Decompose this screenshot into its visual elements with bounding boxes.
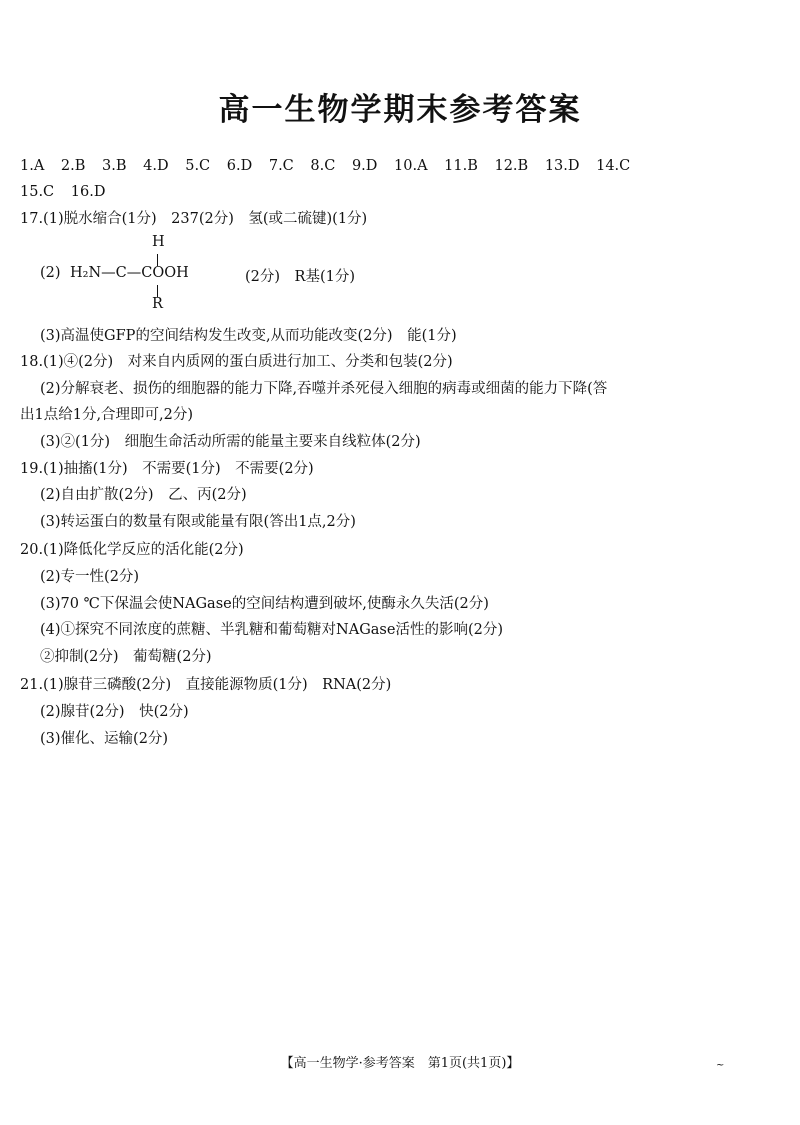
q18-part3: (3)②(1分) 细胞生命活动所需的能量主要来自线粒体(2分) [40, 434, 421, 450]
q18-part1: 18.(1)④(2分) 对来自内质网的蛋白质进行加工、分类和包装(2分) [20, 354, 453, 370]
mcq-answer: 2.B [60, 158, 86, 174]
mcq-answer: 12.B [494, 158, 529, 174]
formula-label: (2) [40, 265, 61, 281]
mcq-answer: 3.B [102, 158, 127, 174]
mcq-answer: 5.C [185, 158, 211, 174]
q17-part3: (3)高温使GFP的空间结构发生改变,从而功能改变(2分) 能(1分) [40, 328, 457, 344]
q19-part1: 19.(1)抽搐(1分) 不需要(1分) 不需要(2分) [20, 461, 314, 477]
q21-part1: 21.(1)腺苷三磷酸(2分) 直接能源物质(1分) RNA(2分) [20, 677, 392, 693]
q19-part2: (2)自由扩散(2分) 乙、丙(2分) [40, 487, 247, 503]
q18-part2-cont: 出1点给1分,合理即可,2分) [20, 407, 194, 423]
formula-bottom-r: R [152, 296, 163, 312]
formula-backbone: H₂N—C—COOH [70, 265, 189, 281]
mcq-answer: 13.D [544, 158, 580, 174]
q20-part3: (3)70 ℃下保温会使NAGase的空间结构遭到破坏,使酶永久失活(2分) [40, 596, 489, 612]
mcq-answer: 8.C [310, 158, 336, 174]
mcq-answer: 7.C [268, 158, 294, 174]
mcq-answers-line-2 [20, 182, 117, 202]
mcq-answer: 9.D [351, 158, 378, 174]
page-footer: 【高一生物学·参考答案 第1页(共1页)】 [280, 1056, 520, 1071]
q21-part3: (3)催化、运输(2分) [40, 731, 169, 747]
q18-part2: (2)分解衰老、损伤的细胞器的能力下降,吞噬并杀死侵入细胞的病毒或细菌的能力下降(答 [40, 381, 608, 397]
q21-part2: (2)腺苷(2分) 快(2分) [40, 704, 189, 720]
amino-acid-formula [40, 234, 400, 318]
mcq-answer: 14.C [596, 158, 631, 174]
corner-mark: ~ [716, 1060, 725, 1071]
mcq-answer: 4.D [143, 158, 169, 174]
mcq-answer: 10.A [394, 158, 428, 174]
mcq-answer: 15.C [20, 184, 55, 200]
mcq-answer: 6.D [226, 158, 253, 174]
mcq-answers-line-1 [20, 156, 642, 176]
mcq-answer: 1.A [20, 158, 45, 174]
formula-score: (2分) R基(1分) [245, 269, 355, 285]
q20-part4-cont: ②抑制(2分) 葡萄糖(2分) [40, 649, 212, 665]
q20-part2: (2)专一性(2分) [40, 569, 140, 585]
q19-part3: (3)转运蛋白的数量有限或能量有限(答出1点,2分) [40, 514, 356, 530]
mcq-answer: 11.B [444, 158, 478, 174]
q17-part1: 17.(1)脱水缩合(1分) 237(2分) 氢(或二硫键)(1分) [20, 211, 368, 227]
page-title: 高一生物学期末参考答案 [218, 92, 582, 128]
q20-part4: (4)①探究不同浓度的蔗糖、半乳糖和葡萄糖对NAGase活性的影响(2分) [40, 622, 503, 638]
q20-part1: 20.(1)降低化学反应的活化能(2分) [20, 542, 244, 558]
mcq-answer: 16.D [70, 184, 106, 200]
formula-top-h: H [152, 234, 165, 250]
